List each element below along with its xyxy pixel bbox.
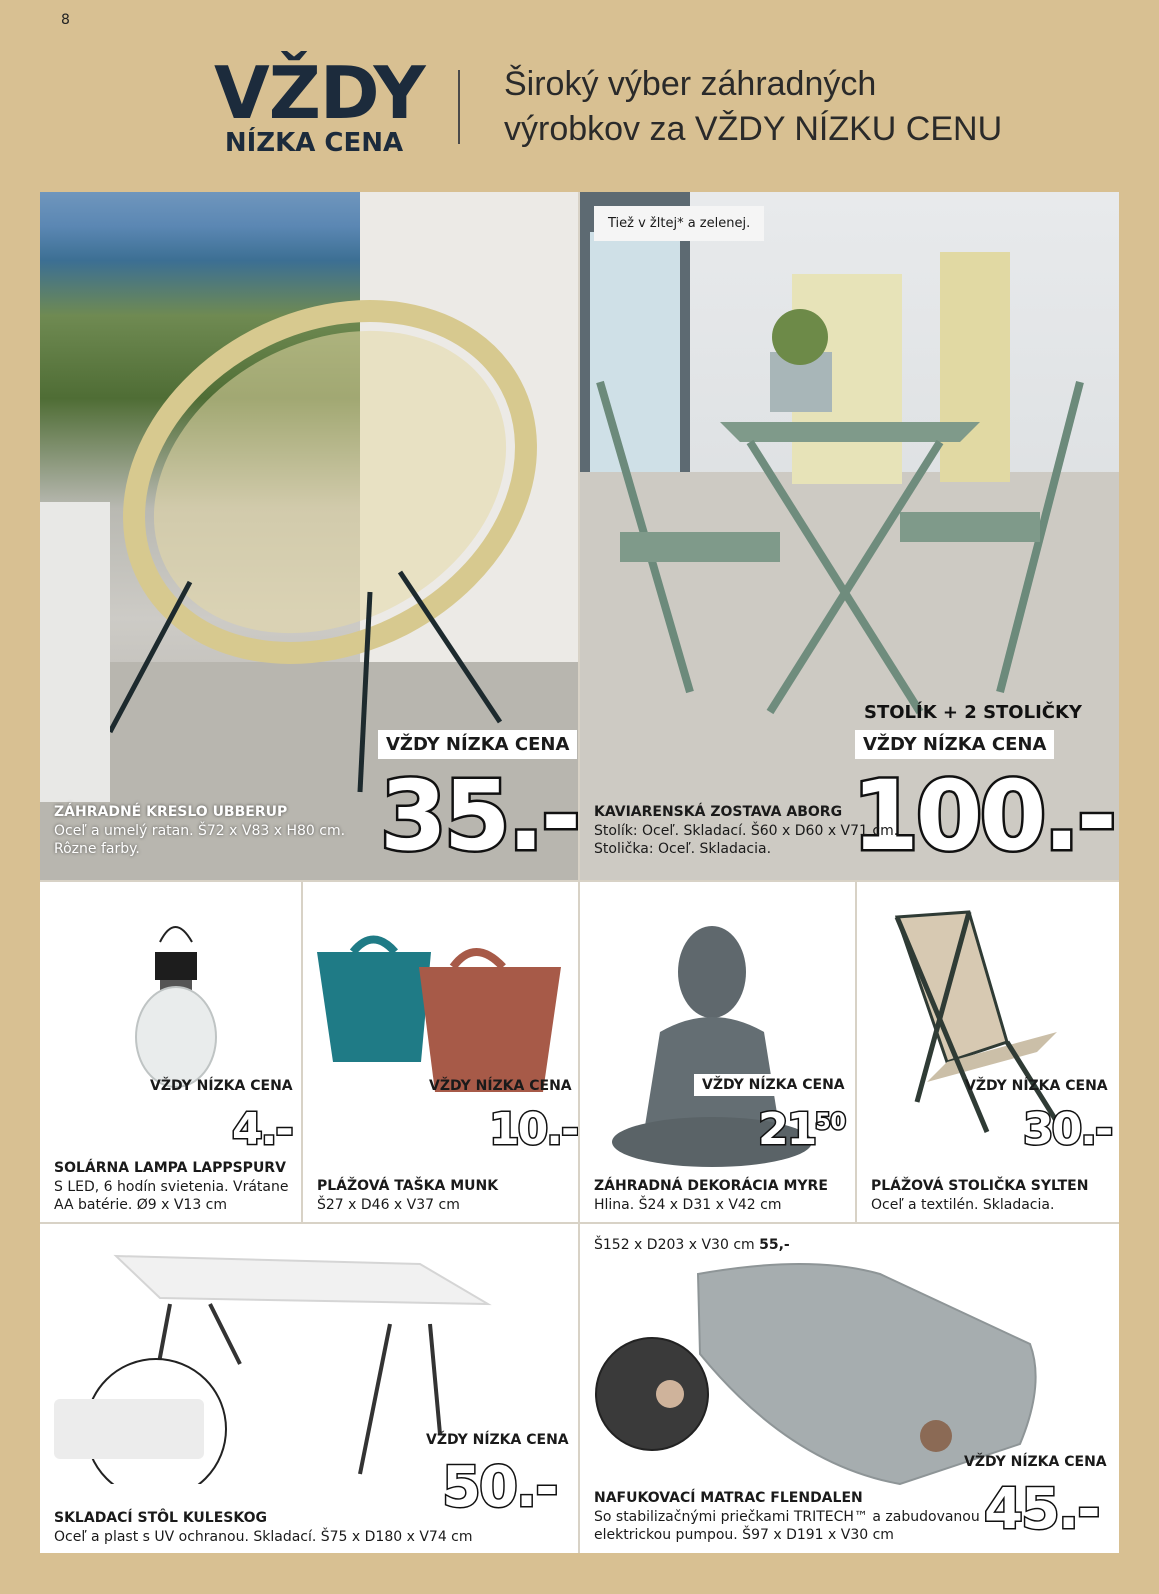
tagline-line-2: výrobkov za VŽDY NÍZKU CENU xyxy=(504,110,1003,148)
product-card-buddha[interactable] xyxy=(580,882,855,1222)
product-card-mattress[interactable] xyxy=(580,1224,1119,1553)
mattress-title: NAFUKOVACÍ MATRAC FLENDALEN xyxy=(594,1490,863,1506)
mattress-price-label: VŽDY NÍZKA CENA xyxy=(964,1454,1107,1470)
cafe-set-desc-1: Stolík: Oceľ. Skladací. Š60 x D60 x V71 cm. xyxy=(594,823,899,839)
product-card-chair[interactable] xyxy=(40,192,578,880)
product-card-lamp[interactable] xyxy=(40,882,301,1222)
cafe-set-desc-2: Stolička: Oceľ. Skladacia. xyxy=(594,841,772,857)
buddha-price-main: 21 xyxy=(758,1104,816,1155)
bag-price: 10.- xyxy=(489,1104,578,1155)
cafe-set-color-note: Tiež v žltej* a zelenej. xyxy=(594,206,764,241)
tagline-line-1: Široký výber záhradných xyxy=(504,65,877,103)
bag-price-label: VŽDY NÍZKA CENA xyxy=(429,1078,572,1094)
cafe-set-title: KAVIARENSKÁ ZOSTAVA ABORG xyxy=(594,804,843,820)
chair-desc-2: Rôzne farby. xyxy=(54,841,140,857)
table-title: SKLADACÍ STÔL KULESKOG xyxy=(54,1510,267,1526)
buddha-price-cents: 50 xyxy=(815,1110,846,1135)
table-price: 50.- xyxy=(442,1455,557,1520)
product-card-cafe-set[interactable] xyxy=(580,192,1119,880)
buddha-price-label: VŽDY NÍZKA CENA xyxy=(694,1074,853,1096)
beach-chair-desc-1: Oceľ a textilén. Skladacia. xyxy=(871,1197,1055,1213)
lamp-desc-1: S LED, 6 hodín svietenia. Vrátane xyxy=(54,1179,289,1195)
table-desc-1: Oceľ a plast s UV ochranou. Skladací. Š75 x D180 x V74 cm xyxy=(54,1529,473,1545)
cafe-set-price: 100.- xyxy=(852,760,1114,872)
beach-chair-title: PLÁŽOVÁ STOLIČKA SYLTEN xyxy=(871,1178,1089,1194)
chair-price: 35.- xyxy=(380,760,578,872)
bag-title: PLÁŽOVÁ TAŠKA MUNK xyxy=(317,1178,499,1194)
buddha-title: ZÁHRADNÁ DEKORÁCIA MYRE xyxy=(594,1178,828,1194)
mattress-price: 45.- xyxy=(984,1477,1099,1542)
beach-chair-price-label: VŽDY NÍZKA CENA xyxy=(965,1078,1108,1094)
mattress-variant-size: Š152 x D203 x V30 cm xyxy=(594,1237,755,1253)
logo-small-text: NÍZKA CENA xyxy=(224,128,404,158)
header-divider xyxy=(458,70,460,144)
table-price-label: VŽDY NÍZKA CENA xyxy=(426,1432,569,1448)
product-grid xyxy=(40,192,1119,1553)
lamp-desc-2: AA batérie. Ø9 x V13 cm xyxy=(54,1197,228,1213)
buddha-price xyxy=(758,1104,846,1155)
cafe-set-price-label: VŽDY NÍZKA CENA xyxy=(855,730,1054,759)
lamp-title: SOLÁRNA LAMPA LAPPSPURV xyxy=(54,1160,286,1176)
header-tagline xyxy=(504,62,1064,152)
logo-big-text: VŽDY xyxy=(214,51,425,135)
mattress-desc-1: So stabilizačnými priečkami TRITECH™ a zabudovanou xyxy=(594,1509,980,1525)
beach-chair-price: 30.- xyxy=(1023,1104,1112,1155)
chair-price-label: VŽDY NÍZKA CENA xyxy=(378,730,577,759)
product-card-table[interactable] xyxy=(40,1224,578,1553)
brand-logo xyxy=(214,51,425,158)
cafe-set-headline: STOLÍK + 2 STOLIČKY xyxy=(864,702,1082,723)
lamp-price-label: VŽDY NÍZKA CENA xyxy=(150,1078,293,1094)
chair-title: ZÁHRADNÉ KRESLO UBBERUP xyxy=(54,804,288,820)
product-card-beach-chair[interactable] xyxy=(857,882,1119,1222)
bag-desc-1: Š27 x D46 x V37 cm xyxy=(317,1197,460,1213)
product-card-bag[interactable] xyxy=(303,882,578,1222)
page-number: 8 xyxy=(61,12,70,28)
mattress-desc-2: elektrickou pumpou. Š97 x D191 x V30 cm xyxy=(594,1527,894,1543)
buddha-desc-1: Hlina. Š24 x D31 x V42 cm xyxy=(594,1197,782,1213)
lamp-price: 4.- xyxy=(232,1104,292,1155)
chair-desc-1: Oceľ a umelý ratan. Š72 x V83 x H80 cm. xyxy=(54,823,346,839)
mattress-variant-price: 55,- xyxy=(759,1237,790,1253)
